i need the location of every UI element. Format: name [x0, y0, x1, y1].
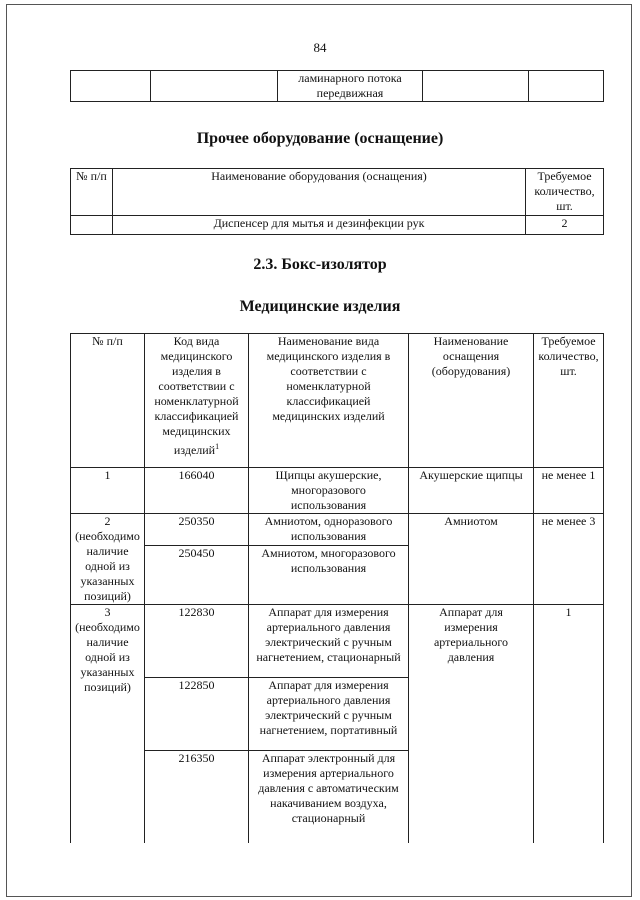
table-row — [71, 605, 604, 678]
table-row — [71, 468, 604, 514]
row-num: 2 (необходимо наличие одной из указанных позиций) — [71, 514, 145, 605]
row-num — [71, 216, 113, 235]
header-qty: Требуемое количество, шт. — [534, 334, 604, 468]
row-code: 122830 — [145, 605, 249, 678]
row-code: 250350 — [145, 514, 249, 546]
section-heading-other: Прочее оборудование (оснащение) — [196, 130, 444, 147]
continued-table — [70, 70, 604, 102]
table-cell: ламинарного потока передвижная — [278, 71, 423, 102]
table-cell — [71, 71, 151, 102]
header-code: Код вида медицинского изделия в соответствии с номенклатурной классификацией медицинских изделий$^1$ — [145, 334, 249, 468]
row-qty: 1 — [534, 605, 604, 843]
header-name: Наименование вида медицинского изделия в соответствии с номенклатурной классификацией медицинских изделий — [249, 334, 409, 468]
header-qty: Требуемое количество, шт. — [526, 169, 604, 216]
row-code: 166040 — [145, 468, 249, 514]
row-name: Аппарат для измерения артериального давления электрический с ручным нагнетением, портативный — [249, 678, 409, 751]
row-code: 250450 — [145, 546, 249, 605]
row-name: Диспенсер для мытья и дезинфекции рук — [113, 216, 526, 235]
row-equip: Акушерские щипцы — [409, 468, 534, 514]
row-qty: не менее 3 — [534, 514, 604, 605]
row-name: Амниотом, одноразового использования — [249, 514, 409, 546]
row-qty: не менее 1 — [534, 468, 604, 514]
table-row — [71, 514, 604, 546]
row-num: 1 — [71, 468, 145, 514]
footnote-mark: 1 — [215, 442, 220, 451]
table-cell — [423, 71, 529, 102]
row-name: Амниотом, многоразового использования — [249, 546, 409, 605]
header-num: № п/п — [71, 334, 145, 468]
header-num: № п/п — [71, 169, 113, 216]
table-cell — [529, 71, 604, 102]
row-equip: Аппарат для измерения артериального давления — [409, 605, 534, 843]
row-qty: 2 — [526, 216, 604, 235]
row-name: Щипцы акушерские, многоразового использования — [249, 468, 409, 514]
row-name: Аппарат для измерения артериального давления электрический с ручным нагнетением, стационарный — [249, 605, 409, 678]
row-num: 3 (необходимо наличие одной из указанных позиций) — [71, 605, 145, 843]
section-heading-box: 2.3. Бокс-изолятор — [253, 256, 387, 273]
table-cell — [151, 71, 278, 102]
other-equipment-table — [70, 168, 604, 235]
row-code: 122850 — [145, 678, 249, 751]
row-name: Аппарат электронный для измерения артериального давления с автоматическим накачиванием воздуха, стационарный — [249, 751, 409, 843]
page-number: 84 — [313, 40, 327, 55]
medical-devices-table — [70, 333, 604, 843]
header-equip: Наименование оснащения (оборудования) — [409, 334, 534, 468]
row-equip: Амниотом — [409, 514, 534, 605]
header-name: Наименование оборудования (оснащения) — [113, 169, 526, 216]
section-heading-med: Медицинские изделия — [239, 298, 401, 315]
table-row — [71, 216, 604, 235]
row-code: 216350 — [145, 751, 249, 843]
